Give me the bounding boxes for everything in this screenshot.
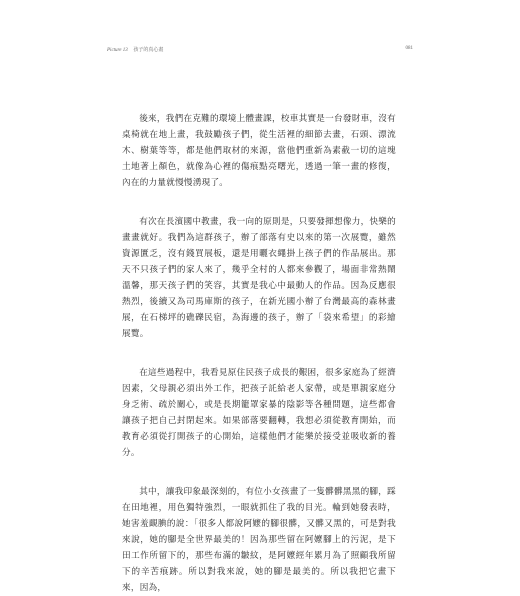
paragraph-3: 在這些過程中，我看見原住民孩子成長的艱困，很多家庭為了經濟因素，父母親必須出外工作，把孩子託給老人家帶，或是單親家庭分身乏術、疏於關心，或是長期籠罩家暴的陰影等各種問題，這些都會讓孩子把自己封閉起來。如果部落要翻轉，我想必須從教育開始，而教育必須從打開孩子的心開始，這樣他們才能樂於接受並吸收新的養分。: [122, 368, 396, 458]
body-text: [122, 111, 396, 596]
chapter-label: Picture 13: [107, 48, 128, 53]
chapter-title: 孩子的真心畫: [133, 47, 164, 53]
header-chapter-block: [107, 46, 163, 53]
page-number: 081: [405, 46, 413, 51]
running-header: [107, 46, 413, 58]
paragraph-2: 有次在長濱國中教畫，我一向的原則是，只要發揮想像力，快樂的畫畫就好。我們為這群孩子，辦了部落有史以來的第一次展覽，雖然資源匱乏，沒有錢買展板，還是用曬衣繩掛上孩子們的作品展出。那天不只孩子們的家人來了，幾乎全村的人都來參觀了，場面非常熱鬧溫馨，那天孩子們的笑容，其實是我心中最動人的作品。因為反應很熱烈，後續又為司馬庫斯的孩子，在新光國小辦了台灣最高的森林畫展，在石梯坪的礁礫民宿，為海邊的孩子，辦了「袋來希望」的彩繪展覽。: [122, 217, 396, 339]
paragraph-4: 其中，讓我印象最深刻的，有位小女孩畫了一隻髒髒黑黑的腳，踩在田地裡，用色獨特強烈，一眼就抓住了我的目光。輪到她發表時，她害羞靦腆的說：「很多人都說阿嬤的腳很髒，又髒又黑的，可是對我來說，她的腳是全世界最美的！因為那些留在阿嬤腳上的污泥，是下田工作所留下的，那些布滿的皺紋，是阿嬤經年累月為了照顧我所留下的辛苦痕跡。所以對我來說，她的腳是最美的。所以我把它畫下來，因為，: [122, 487, 396, 593]
paragraph-1: 後來，我們在克難的環境上體畫課，校車其實是一台發財車，沒有桌椅就在地上畫，我鼓勵孩子們，從生活裡的細節去畫，石頭、漂流木、樹葉等等，都是他們取材的來源，當他們重新為素截一切的這塊土地著上顏色，就像為心裡的傷痕點亮曙光，透過一筆一畫的修復，內在的力量就慢慢湧現了。: [122, 114, 396, 188]
